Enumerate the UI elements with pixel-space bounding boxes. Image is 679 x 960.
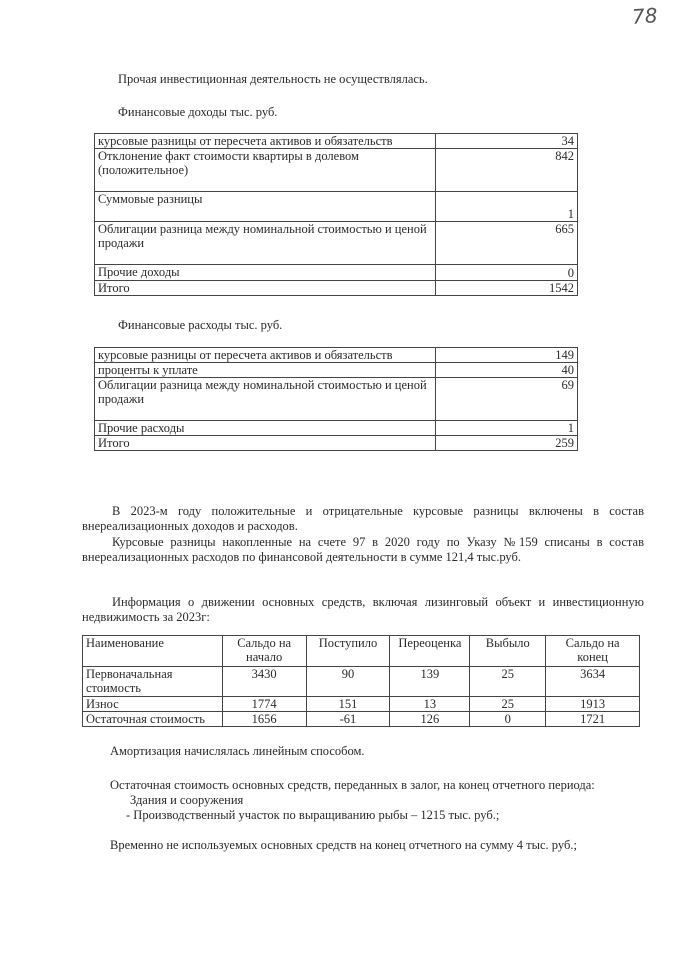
row-label: Итого	[95, 436, 436, 451]
cell: 25	[470, 667, 546, 697]
col-header: Выбыло	[470, 636, 546, 667]
intro-line: Прочая инвестиционная деятельность не осуществлялась.	[118, 72, 428, 86]
table-row	[83, 697, 640, 712]
row-label: Итого	[95, 281, 436, 296]
table-row	[95, 363, 578, 378]
table-row	[95, 348, 578, 363]
row-label: Первоначальная стоимость	[83, 667, 223, 697]
table-row	[95, 265, 578, 281]
col-header: Сальдо на начало	[222, 636, 306, 667]
row-label: Отклонение факт стоимости квартиры в долевом (положительное)	[95, 149, 436, 192]
row-label: Износ	[83, 697, 223, 712]
fixed-assets-table	[82, 635, 640, 727]
cell: 151	[306, 697, 390, 712]
cell: 1913	[546, 697, 640, 712]
col-header: Наименование	[83, 636, 223, 667]
row-value: 34	[436, 134, 578, 149]
table-row	[95, 192, 578, 222]
row-label: проценты к уплате	[95, 363, 436, 378]
table-row	[83, 667, 640, 697]
row-value: 842	[436, 149, 578, 192]
row-label: Суммовые разницы	[95, 192, 436, 222]
paragraph-fx-differences: В 2023-м году положительные и отрицательные курсовые разницы включены в состав внереализационных доходов и расходов.	[82, 504, 644, 533]
cell: 1721	[546, 712, 640, 727]
row-value: 665	[436, 222, 578, 265]
row-label: Прочие расходы	[95, 421, 436, 436]
fin-expense-title: Финансовые расходы тыс. руб.	[118, 318, 283, 332]
cell: 1656	[222, 712, 306, 727]
cell: 25	[470, 697, 546, 712]
cell: 1774	[222, 697, 306, 712]
row-label: Облигации разница между номинальной стоимостью и ценой продажи	[95, 222, 436, 265]
table-row	[95, 222, 578, 265]
cell: 0	[470, 712, 546, 727]
unused-assets-note: Временно не используемых основных средств на конец отчетного на сумму 4 тыс. руб.;	[110, 838, 577, 852]
cell: 3634	[546, 667, 640, 697]
fin-income-table	[94, 133, 578, 296]
table-row	[83, 712, 640, 727]
table-row	[95, 149, 578, 192]
table-header-row	[83, 636, 640, 667]
page-number: 78	[631, 3, 659, 29]
paragraph-account-97: Курсовые разницы накопленные на счете 97 в 2020 году по Указу №159 списаны в состав внереализационных расходов по финансовой деятельности в сумме 121,4 тыс.руб.	[82, 535, 644, 564]
cell: -61	[306, 712, 390, 727]
row-label: курсовые разницы от пересчета активов и обязательств	[95, 348, 436, 363]
table-row	[95, 134, 578, 149]
table-row	[95, 436, 578, 451]
pledge-item: - Производственный участок по выращиванию рыбы – 1215 тыс. руб.;	[126, 808, 500, 822]
cell: 90	[306, 667, 390, 697]
row-value: 0	[436, 265, 578, 281]
row-value: 40	[436, 363, 578, 378]
table-row	[95, 421, 578, 436]
row-label: Облигации разница между номинальной стоимостью и ценой продажи	[95, 378, 436, 421]
cell: 13	[390, 697, 470, 712]
row-value: 149	[436, 348, 578, 363]
row-value: 259	[436, 436, 578, 451]
col-header: Поступило	[306, 636, 390, 667]
table-row	[95, 378, 578, 421]
pledge-title: Остаточная стоимость основных средств, переданных в залог, на конец отчетного периода:	[110, 778, 595, 792]
col-header: Сальдо на конец	[546, 636, 640, 667]
row-value: 1542	[436, 281, 578, 296]
fin-expense-table	[94, 347, 578, 451]
amortization-note: Амортизация начислялась линейным способом.	[110, 744, 365, 758]
row-label: Прочие доходы	[95, 265, 436, 281]
paragraph-fixed-assets-intro: Информация о движении основных средств, включая лизинговый объект и инвестиционную недвижимость за 2023г:	[82, 595, 644, 624]
row-label: Остаточная стоимость	[83, 712, 223, 727]
row-value: 1	[436, 421, 578, 436]
cell: 3430	[222, 667, 306, 697]
pledge-category: Здания и сооружения	[130, 793, 244, 807]
cell: 139	[390, 667, 470, 697]
row-label: курсовые разницы от пересчета активов и обязательств	[95, 134, 436, 149]
fin-income-title: Финансовые доходы тыс. руб.	[118, 105, 278, 119]
cell: 126	[390, 712, 470, 727]
row-value: 69	[436, 378, 578, 421]
row-value: 1	[436, 192, 578, 222]
col-header: Переоценка	[390, 636, 470, 667]
table-row	[95, 281, 578, 296]
